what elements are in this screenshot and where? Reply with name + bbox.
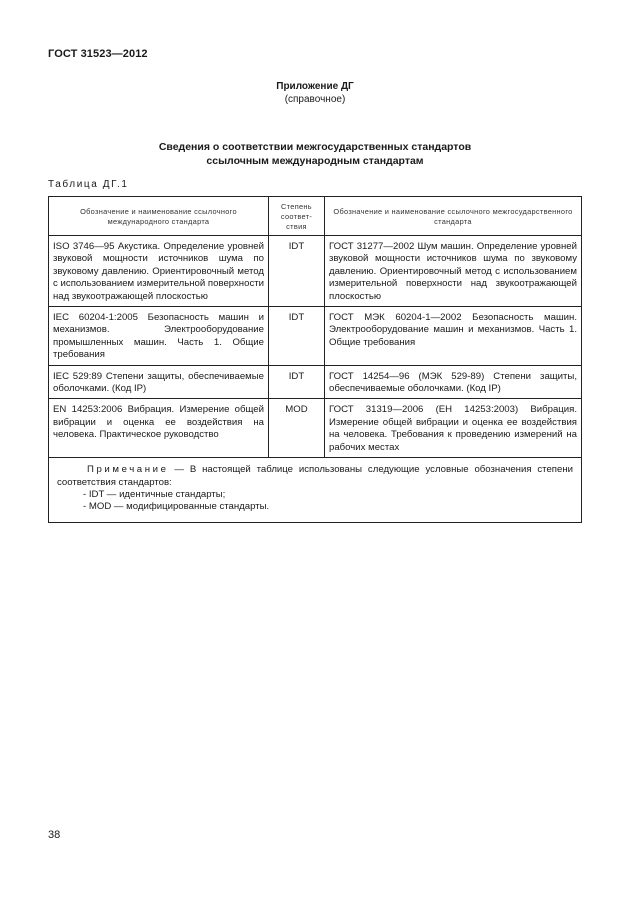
header-degree: Степень соответ-ствия [269, 197, 325, 236]
cell-degree: IDT [269, 365, 325, 399]
cell-interstate-standard: ГОСТ 31277—2002 Шум машин. Определение уровней звуковой мощности источников шума по звуковому давлению. Ориентировочный метод с использованием измерительной поверхности над звукоотражающей плоскостью [325, 236, 582, 307]
cell-degree: IDT [269, 307, 325, 366]
cell-international-standard: ISO 3746—95 Акустика. Определение уровней звуковой мощности источников шума по звуковому давлению. Ориентировочный метод с использованием измерительной поверхности над звукоотражающей плоскостью [49, 236, 269, 307]
table-label: Таблица ДГ.1 [48, 179, 129, 190]
section-heading [0, 140, 630, 168]
note-item-mod: - MOD — модифицированные стандарты. [83, 501, 270, 513]
document-code: ГОСТ 31523—2012 [48, 48, 148, 60]
section-heading-line1: Сведения о соответствии межгосударственных стандартов [158, 141, 472, 153]
table-row [49, 365, 582, 399]
header-interstate-standard: Обозначение и наименование ссылочного межгосударственного стандарта [325, 197, 582, 236]
cell-interstate-standard: ГОСТ 14254—96 (МЭК 529-89) Степени защиты, обеспечиваемые оболочками. (Код IP) [325, 365, 582, 399]
cell-interstate-standard: ГОСТ МЭК 60204-1—2002 Безопасность машин. Электрооборудование машин и механизмов. Часть 1. Общие требования [325, 307, 582, 366]
cell-international-standard: EN 14253:2006 Вибрация. Измерение общей вибрации и оценка ее воздействия на человека. Практическое руководство [49, 399, 269, 458]
cell-degree: IDT [269, 236, 325, 307]
appendix-title: Приложение ДГ [276, 81, 354, 92]
table-note-row [49, 458, 582, 523]
note-label: Примечание [87, 464, 169, 476]
table-header-row [49, 197, 582, 236]
note-text [57, 464, 573, 489]
page-number: 38 [48, 829, 61, 841]
note-body: — В настоящей таблице использованы следующие условные обозначения степени соответствия стандартов: [57, 464, 573, 488]
note-item-idt: - IDT — идентичные стандарты; [83, 488, 226, 500]
table-row [49, 236, 582, 307]
cell-degree: MOD [269, 399, 325, 458]
header-international-standard: Обозначение и наименование ссылочного международного стандарта [49, 197, 269, 236]
cell-international-standard: IEC 60204-1:2005 Безопасность машин и механизмов. Электрооборудование промышленных машин. Часть 1. Общие требования [49, 307, 269, 366]
table-row [49, 307, 582, 366]
table-note [49, 458, 582, 523]
table-row [49, 399, 582, 458]
cell-international-standard: IEC 529:89 Степени защиты, обеспечиваемые оболочками. (Код IP) [49, 365, 269, 399]
correspondence-table [48, 196, 582, 523]
appendix-heading [0, 80, 630, 106]
cell-interstate-standard: ГОСТ 31319—2006 (ЕН 14253:2003) Вибрация. Измерение общей вибрации и оценка ее воздействия на человека. Требования к проведению измерений на рабочих местах [325, 399, 582, 458]
section-heading-line2: ссылочным международным стандартам [206, 155, 424, 167]
appendix-subtitle: (справочное) [284, 94, 346, 105]
